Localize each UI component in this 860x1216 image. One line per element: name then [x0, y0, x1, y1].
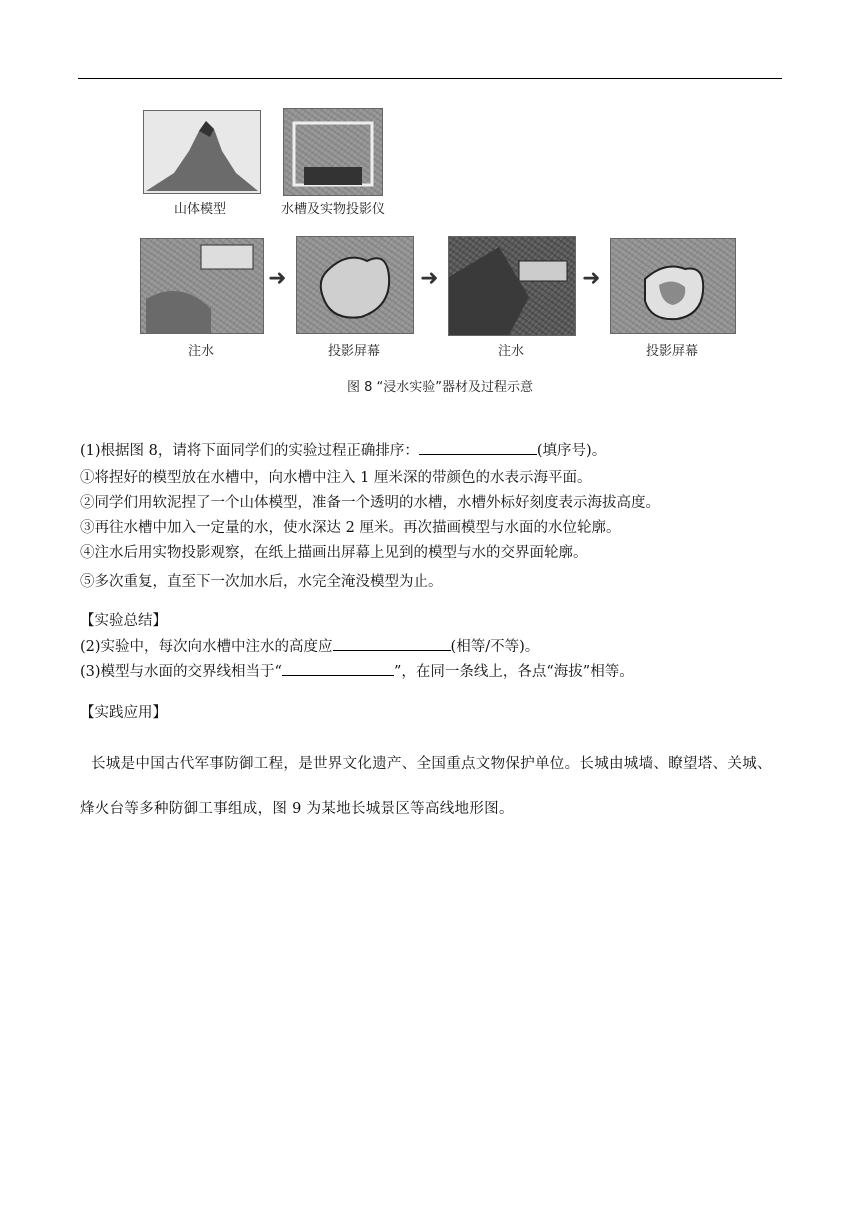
step3-photo: [448, 236, 576, 336]
mountain-shape: [144, 111, 260, 193]
step1-photo: [140, 238, 264, 334]
step2-photo: [296, 236, 414, 334]
projection-shape: [611, 239, 735, 333]
question-2-suffix: (相等/不等)。: [450, 639, 540, 655]
tank-shape: [284, 109, 382, 195]
tank-projector-photo: [283, 108, 383, 196]
arrow-right-icon: ➜: [582, 266, 601, 291]
step-item: ⑤多次重复，直至下一次加水后，水完全淹没模型为止。: [80, 574, 443, 590]
tank-filling-shape: [141, 239, 263, 333]
tank-projector-label: 水槽及实物投影仪: [280, 202, 385, 217]
question-3-prefix: (3)模型与水面的交界线相当于“: [80, 664, 282, 680]
application-heading: 【实践应用】: [80, 705, 167, 721]
question-3-suffix: ”，在同一条线上，各点“海拔”相等。: [393, 664, 634, 680]
step3-label: 注水: [497, 344, 524, 359]
step4-photo: [610, 238, 736, 334]
tank-filling-shape: [449, 237, 575, 335]
answer-blank-1[interactable]: [419, 440, 537, 455]
question-2-prefix: (2)实验中，每次向水槽中注水的高度应: [80, 639, 333, 655]
step1-label: 注水: [187, 344, 214, 359]
summary-heading: 【实验总结】: [80, 613, 167, 629]
arrow-right-icon: ➜: [420, 266, 439, 291]
answer-blank-2[interactable]: [333, 636, 451, 651]
question-1-prefix: (1)根据图 8，请将下面同学们的实验过程正确排序：: [80, 443, 419, 459]
arrow-right-icon: ➜: [268, 266, 287, 291]
question-1: [80, 439, 606, 460]
great-wall-paragraph: 长城是中国古代军事防御工程，是世界文化遗产、全国重点文物保护单位。长城由城墙、瞭望塔、关城、烽火台等多种防御工事组成，图 9 为某地长城景区等高线地形图。: [80, 756, 772, 817]
step-item: ④注水后用实物投影观察，在纸上描画出屏幕上见到的模型与水的交界面轮廓。: [80, 545, 588, 561]
mountain-model-photo: [143, 110, 261, 194]
step-item: ②同学们用软泥捏了一个山体模型，准备一个透明的水槽，水槽外标好刻度表示海拔高度。: [80, 495, 660, 511]
figure-caption: 图 8 “浸水实验”器材及过程示意: [346, 380, 533, 395]
step2-label: 投影屏幕: [327, 344, 380, 359]
step4-label: 投影屏幕: [645, 344, 698, 359]
answer-blank-3[interactable]: [282, 661, 394, 676]
projection-shape: [297, 237, 413, 333]
mountain-model-label: 山体模型: [173, 202, 226, 217]
step-item: ①将捏好的模型放在水槽中，向水槽中注入 1 厘米深的带颜色的水表示海平面。: [80, 470, 592, 486]
header-rule: [78, 78, 782, 79]
question-1-suffix: (填序号)。: [536, 443, 607, 459]
step-item: ③再往水槽中加入一定量的水，使水深达 2 厘米。再次描画模型与水面的水位轮廓。: [80, 520, 621, 536]
question-2: [80, 635, 539, 656]
question-3: [80, 660, 634, 681]
